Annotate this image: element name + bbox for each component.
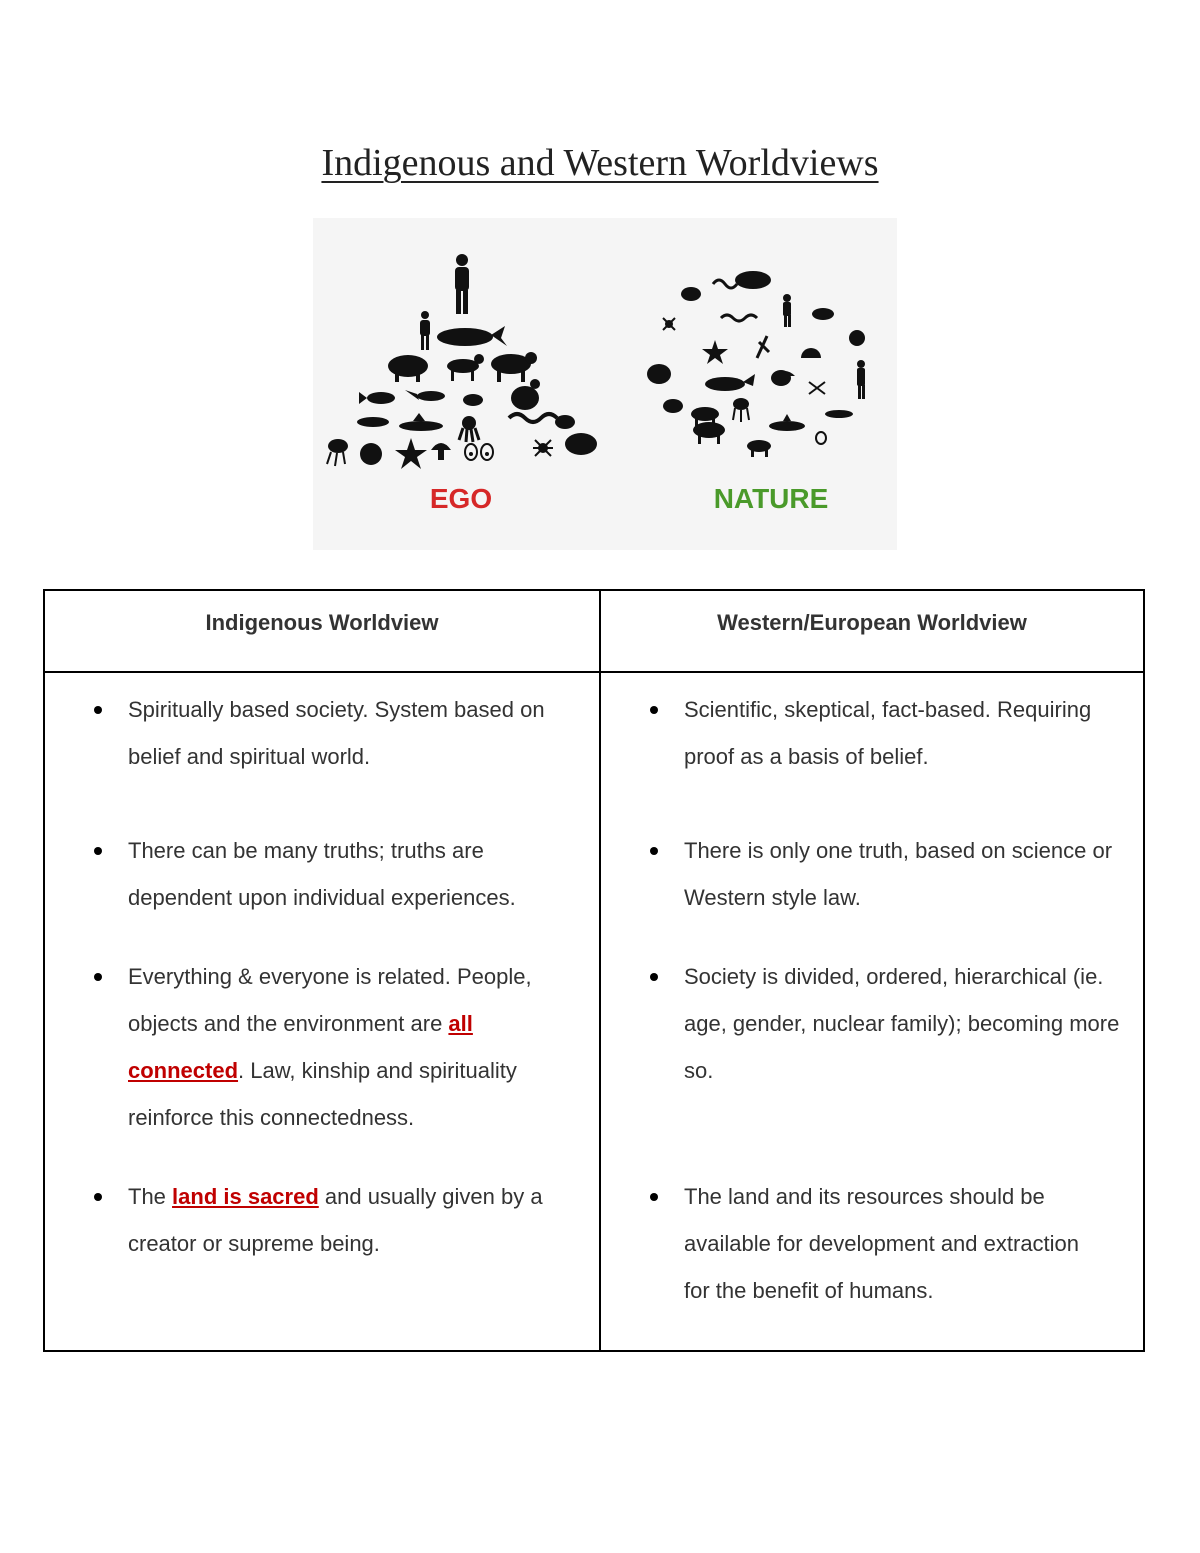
list-item: Society is divided, ordered, hierarchical (ie. age, gender, nuclear family); becoming more so. [684,953,1124,1094]
list-item: The land is sacred and usually given by a creator or supreme being. [128,1173,598,1267]
octopus-icon [462,416,476,430]
nature-label: NATURE [713,483,829,514]
ego-pyramid [327,254,597,469]
shark-icon [357,417,389,427]
ego-label: EGO [429,483,493,514]
list-item: Everything & everyone is related. People, objects and the environment are all connected. Law, kinship and spirituality reinforce this connectedness. [128,953,588,1141]
frog-icon [663,399,683,413]
list-item: There can be many truths; truths are dependent upon individual experiences. [128,827,578,921]
whale-icon [705,377,745,391]
pig-icon [388,355,428,377]
snake-icon [721,315,757,321]
shell-icon [360,443,382,465]
shell-icon [801,348,821,358]
ego-nature-illustration [313,218,897,550]
cow-icon [693,422,725,438]
pig-icon [735,271,771,289]
highlight-all-connected: all connected [128,1011,473,1083]
nature-circle [647,271,865,457]
page-title: Indigenous and Western Worldviews [321,142,879,184]
starfish-icon [395,438,427,469]
snake-icon [713,280,737,288]
jellyfish-icon [328,439,348,453]
frog-icon [555,415,575,429]
bird-icon [417,391,445,401]
table-header-row [44,590,1144,672]
table-body-row [44,672,1144,1351]
whale-icon [437,328,493,346]
hen-icon [647,364,671,384]
western-column [600,672,1144,1351]
starfish-icon [702,340,728,364]
octopus-icon [757,336,769,358]
fish-icon [367,392,395,404]
list-item: There is only one truth, based on science or Western style law. [684,827,1136,921]
mushroom-icon [431,443,451,450]
turtle-icon [565,433,597,455]
worldview-comparison-table [43,589,1145,1352]
turtle-icon [681,287,701,301]
indigenous-column [44,672,600,1351]
list-item: The land and its resources should be available for development and extraction for the benefit of humans. [684,1173,1104,1314]
snake-icon [509,414,557,422]
western-header: Western/European Worldview [600,590,1144,672]
egg-icon [816,432,826,444]
list-item: Scientific, skeptical, fact-based. Requiring proof as a basis of belief. [684,686,1136,780]
highlight-land-is-sacred: land is sacred [172,1184,319,1209]
indigenous-header: Indigenous Worldview [44,590,600,672]
mouse-icon [812,308,834,320]
bird-icon [825,410,853,418]
ant-icon [809,382,825,394]
hen-icon [511,386,539,410]
human-silhouette-icon [455,254,469,314]
mouse-icon [463,394,483,406]
list-item: Spiritually based society. System based on belief and spiritual world. [128,686,598,780]
shark-icon [769,421,805,431]
